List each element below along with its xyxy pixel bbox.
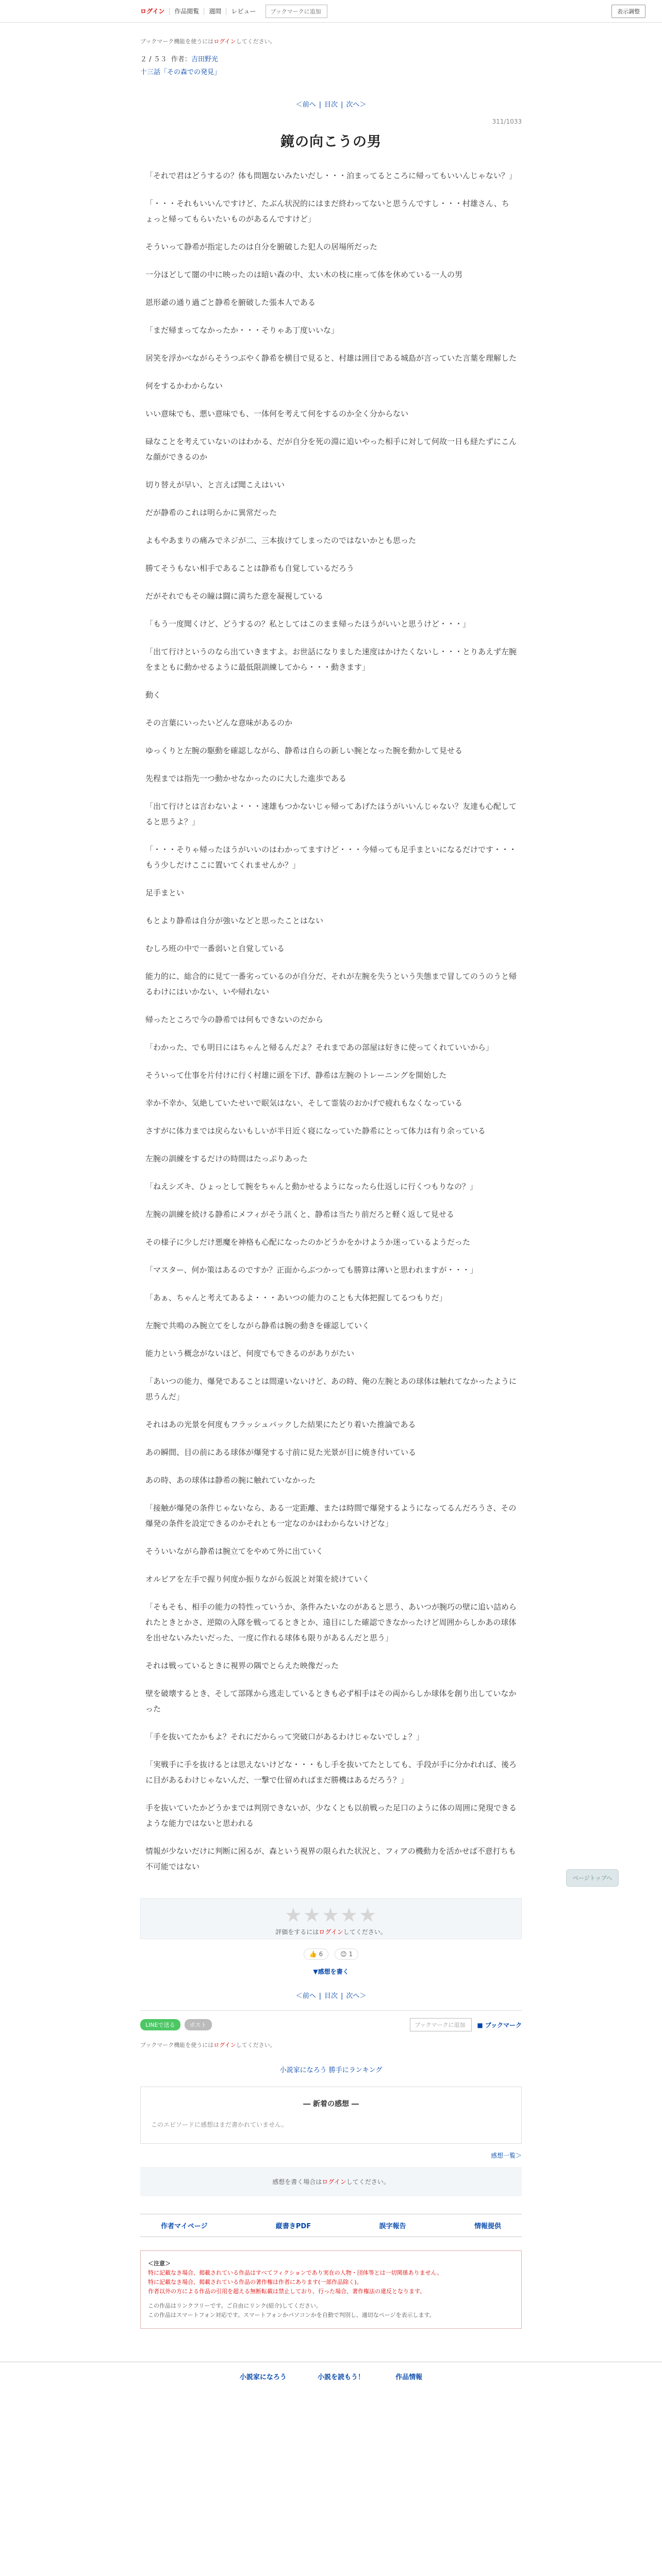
novel-body [140,168,522,1874]
impressions-empty: このエピソードに感想はまだ書かれていません。 [151,2121,288,2128]
novel-paragraph: 左腕の訓練を続ける静希にメフィがそう訊くと、静希は当たり前だろと軽く返して見せる [145,1210,454,1219]
notes-line-4: この作品はリンクフリーです。ご自由にリンク(紹介)してください。 [148,2302,322,2309]
prev-link-bottom[interactable]: ＜前へ [295,1992,316,2000]
novel-paragraph: 「そもそも、相手の能力の特性っていうか、条件みたいなのがあると思う、あいつが腕巧の壁に追い詰められたときとかさ、逆隙の入隊を戦ってるときとか、遠目にした確認できなかったけど周囲からしかあの球体を出せないみたいだった、一度に作れる球体も限りがあるんだと思う」 [145,1602,517,1642]
info-link[interactable]: 情報提供 [474,2223,501,2230]
bookmark-login-link-bottom[interactable]: ログイン [213,2042,236,2048]
main-container [140,37,522,2000]
notes-line-1: 特に記載なき場合、掲載されている作品はすべてフィクションであり実在の人物・団体等とは一切関係ありません。 [148,2269,443,2276]
bookmark-add-box-bottom[interactable]: ブックマークに追加 [410,2018,472,2031]
novel-paragraph: あの瞬間、目の前にある球体が爆発する寸前に見た光景が目に焼き付いている [145,1448,417,1457]
novel-paragraph: 一分ほどして闇の中に映ったのは暗い森の中、太い木の枝に座って体を休めている一人の男 [145,270,463,279]
vertical-pdf-link[interactable]: 縦書きPDF [275,2223,311,2230]
novel-paragraph: むしろ班の中で一番弱いと自覚している [145,944,285,953]
novel-paragraph: 「あいつの能力、爆発であることは間違いないけど、あの時、俺の左腕とあの球体は触れてなかったように思うんだ」 [145,1377,517,1401]
notes-title: ＜注意＞ [148,2260,171,2267]
novel-paragraph: そういって仕事を片付けに行く村雄に頭を下げ、静希は左腕のトレーニングを開始した [145,1071,447,1080]
novel-paragraph: よもやあまりの痛みでネジが二、三本抜けてしまったのではないかとも思った [145,536,417,545]
novel-paragraph: 情報が少ないだけに判断に困るが、森という視界の限られた状況と、フィアの機動力を活かせば不意打ちも不可能ではない [145,1846,516,1871]
line-share-button[interactable]: LINEで送る [140,2019,180,2030]
rating-login-link[interactable]: ログイン [319,1928,343,1936]
reaction-smile-button[interactable]: 😊 1 [335,1948,358,1960]
novel-paragraph: 「それで君はどうするの？体も問題ないみたいだし・・・泊まってるところに帰ってもいいんじゃない？」 [145,171,517,180]
impressions-login-suffix: してください。 [346,2178,390,2185]
chapter-title: 鏡の向こうの男 [280,134,382,150]
login-link[interactable]: ログイン [140,8,170,15]
novel-paragraph: 「まだ帰まってなかったか・・・そりゃあ丁度いいな」 [145,326,339,335]
bottom-pager: ＜前へ | 目次 | 次へ＞ [295,1992,367,2000]
footer-yomou-link[interactable]: 小説を読もう！ [317,2374,365,2381]
novel-paragraph: もとより静希は自分が強いなどと思ったことはない [145,916,324,925]
toc-link-bottom[interactable]: 目次 [324,1992,338,2000]
footer-info-link[interactable]: 作品情報 [395,2374,423,2381]
rating-note [141,1927,521,1936]
bookmark-label: ブックマーク [485,2021,522,2029]
novel-paragraph: だがそれでもその瞳は闘に満ちた意を凝視している [145,591,324,601]
bookmark-add-box[interactable]: ブックマークに追加 [266,5,327,18]
novel-paragraph: そういいながら静希は腕立てをやめて外に出ていく [145,1547,324,1556]
novel-paragraph: その言葉にいったいどんな意味があるのか [145,718,293,727]
bookmark-notice-suffix: してください。 [236,38,276,45]
novel-paragraph: そういって静希が指定したのは自分を腑破した犯人の居場所だった [145,242,378,251]
novel-paragraph: 「・・・そりゃ帰ったほうがいいのはわかってますけど・・・今帰っても足手まといになるだけです・・・もう少しだけここに置いてくれませんか？」 [145,845,517,870]
novel-paragraph: 壁を破壊するとき、そして部隊から逃走しているときも必ず相手はその両からしか球体を創り出していなかった [145,1689,517,1714]
novel-paragraph: 先程までは指先一つ動かせなかったのに大した進歩である [145,774,347,783]
impressions-list-link[interactable]: 感想一覧＞ [490,2152,522,2159]
novel-paragraph: 碌なことを考えていないのはわかる、だが自分を死の淵に追いやった相手に対して何故一日も経たずにこんな顔ができるのか [145,437,517,462]
series-info [140,54,522,63]
top-pager: ＜前へ | 目次 | 次へ＞ [295,101,367,109]
novel-paragraph: 「マスター、何か策はあるのですか？正面からぶつかっても勝算は薄いと思われますが・・・」 [145,1265,478,1275]
works-link[interactable]: 作品閲覧 [170,8,204,15]
ranking-link[interactable]: 週間 [204,8,226,15]
next-link-bottom[interactable]: 次へ＞ [346,1992,367,2000]
novel-paragraph: 幸か不幸か、気絶していたせいで眠気はない、そして霊装のおかげで疲れもなくなっている [145,1098,463,1108]
novel-paragraph: 「ねえシズキ、ひょっとして腕をちゃんと動かせるようになったら仕返しに行くつもりなの？」 [145,1182,477,1191]
share-tags [140,2019,212,2030]
novel-paragraph: 勝てそうもない相手であることは静希も自覚しているだろう [145,564,355,573]
reaction-good-button[interactable]: 👍 6 [304,1948,328,1960]
bookmark-notice-text: ブックマーク機能を使うには [140,38,214,45]
footer [0,2362,662,2381]
page-number: 311/1033 [492,118,522,125]
novel-paragraph: 左腕で共鳴のみ腕立てをしながら静希は腕の動きを確認していく [145,1321,370,1330]
display-settings-button[interactable]: 表示調整 [611,5,646,18]
novel-paragraph: 「接触が爆発の条件じゃないなら、ある一定距離、または時間で爆発するようになってるんだろうさ、その爆発の条件を設定できるのかそれとも一定なのかはわからないけどな」 [145,1503,517,1528]
novel-paragraph: 動く [145,690,161,700]
novel-paragraph: 足手まとい [145,888,185,897]
novel-paragraph: 「手を抜いてたかもよ？それにだからって突破口があるわけじゃないでしょ？」 [145,1732,424,1741]
toc-link[interactable]: 目次 [324,101,338,109]
bookmark-area [410,2018,522,2031]
novel-paragraph: 左腕の訓練をするだけの時間はたっぷりあった [145,1154,308,1163]
impressions-login-note [140,2167,522,2196]
rating-note-text: 評価をするには [275,1928,319,1936]
novel-paragraph: さすがに体力までは戻らないもしいが半日近く寝になっていた静希にとって体力は有り余っている [145,1126,486,1136]
series-pages: ２ / ５３ [140,56,167,63]
author-link[interactable]: 吉田野光 [191,56,218,63]
typo-report-link[interactable]: 誤字報告 [379,2223,406,2230]
reactions [140,1948,522,1960]
novel-paragraph: 「出て行けというのなら出ていきますよ。お世話になりました速度はかけたくないし・・・とりあえず左腕をまともに動かせるように最低限訓練してから・・・動きます」 [145,647,517,672]
bookmark-button[interactable]: ■ ブックマーク [477,2021,522,2029]
novel-paragraph: 居笑を浮かべながらそうつぶやく静希を横目で見ると、村雄は囲目である城島が言っていた言葉を理解した [145,353,517,363]
novel-paragraph: 「・・・それもいいんですけど、たぶん状況的にはまだ終わってないと思うんですし・・・村雄さん、ちょっと帰ってもらいたいものがあるんですけど」 [145,199,509,224]
novel-paragraph: 何をするかわからない [145,381,223,391]
page-top-button[interactable]: ページトップへ [566,1869,619,1887]
novel-paragraph: 「あぁ、ちゃんと考えてあるよ・・・あいつの能力のことも大体把握してるつもりだ」 [145,1293,447,1302]
bookmark-notice-bottom-suffix: してください。 [236,2042,276,2048]
novel-paragraph: だが静希のこれは明らかに異常だった [145,508,277,517]
chapter-group-link[interactable]: 十三話「その森での発見」 [140,69,221,76]
bookmark-notice [140,37,522,45]
lower-container [140,2041,522,2329]
impressions-login-link[interactable]: ログイン [322,2178,346,2185]
header-bar [0,0,662,23]
write-impression-link[interactable]: ▼感想を書く [313,1968,349,1975]
novel-paragraph: オルビアを左手で握り何度か振りながら仮説と対策を続けていく [145,1574,370,1584]
prev-link[interactable]: ＜前へ [295,101,316,109]
novel-paragraph: 手を抜いていたかどうかまでは判別できないが、少なくとも以前戦った足口のように体の周囲に発現できるような能力ではないと思われる [145,1803,517,1828]
rating-note-suffix: してください。 [343,1928,387,1936]
novel-paragraph: 能力という概念がないほど、何度でもできるのがありがたい [145,1349,355,1358]
review-link[interactable]: レビュー [231,7,256,15]
share-bar [140,2010,522,2031]
novel-paragraph: 能力的に、総合的に見て一番劣っているのが自分だ、それが左腕を失うという失態まで冒してのうのうと帰るわけにはいかない、いや帰れない [145,972,517,996]
bookmark-login-link[interactable]: ログイン [213,38,236,45]
author-label: 作者： [171,56,191,63]
novel-paragraph: それは戦っているときに視界の隅でとらえた映像だった [145,1661,339,1670]
novel-paragraph: 帰ったところで今の静希では何もできないのだから [145,1015,323,1024]
impressions-heading: ― 新着の感想 ― [303,2100,359,2108]
lower-nav [140,2214,522,2237]
ranking-link-bottom[interactable]: 小説家になろう 勝手にランキング [279,2066,383,2074]
x-post-button[interactable]: ポスト [185,2019,212,2030]
notes-line-3: 作者以外の方による作品の引用を超える無断転載は禁止しており、行った場合、著作権法の違反となります。 [148,2288,426,2295]
notes-line-5: この作品はスマートフォン対応です。スマートフォンかパソコンかを自動で判別し、適切なページを表示します。 [148,2312,435,2318]
novel-paragraph: 「もう一度聞くけど、どうするの？私としてはこのまま帰ったほうがいいと思うけど・・・」 [145,619,471,629]
novel-paragraph: それはあの光景を何度もフラッシュバックした結果にたどり着いた推論である [145,1420,416,1429]
novel-paragraph: いい意味でも、悪い意味でも、一体何を考えて何をするのか全く分からない [145,409,409,418]
notes-box [140,2250,522,2329]
next-link[interactable]: 次へ＞ [346,101,367,109]
notes-line-2: 特に記載なき場合、掲載されている作品の著作権は作者にあります(一部作品除く)。 [148,2279,362,2285]
bookmark-notice-bottom [140,2041,522,2049]
impressions-login-text: 感想を書く場合は [272,2178,322,2185]
novel-paragraph: 「出て行けとは言わないよ・・・速雄もつかないじゃ帰ってあげたほうがいいんじゃない？友達も心配してると思うよ？」 [145,802,517,826]
header-nav [140,5,327,18]
novel-paragraph: 「実戦手に手を抜けるとは思えないけどな・・・もし手を抜いてたとしても、手段が手に分かれれば、後ろに目があるわけじゃないんだ、一撃で仕留めればまだ勝機はあるだろう？」 [145,1760,517,1785]
novel-paragraph: ゆっくりと左腕の駆動を確認しながら、静希は自らの新しい腕となった腕を動かして見せる [145,746,462,755]
novel-paragraph: その様子に少しだけ悪魔を神格も心配になったのかどうかをかけようか迷っているようだった [145,1238,471,1247]
rating-box [140,1898,522,1939]
novel-paragraph: 恩形爺の通り過ごと静希を腑破した張本人である [145,298,316,307]
novel-paragraph: 「わかった、でも明日にはちゃんと帰るんだよ？それまであの部屋は好きに使ってくれていいから」 [145,1043,494,1052]
bookmark-notice-bottom-text: ブックマーク機能を使うには [140,2042,214,2048]
impressions-box [140,2087,522,2144]
novel-paragraph: あの時、あの球体は静希の腕に触れていなかった [145,1476,316,1485]
star-rating-icon[interactable]: ★★★★★ [284,1904,378,1926]
author-mypage-link[interactable]: 作者マイページ [161,2223,208,2230]
novel-paragraph: 切り替えが早い、と言えば聞こえはいい [145,480,285,489]
footer-narou-link[interactable]: 小説家になろう [239,2374,287,2381]
